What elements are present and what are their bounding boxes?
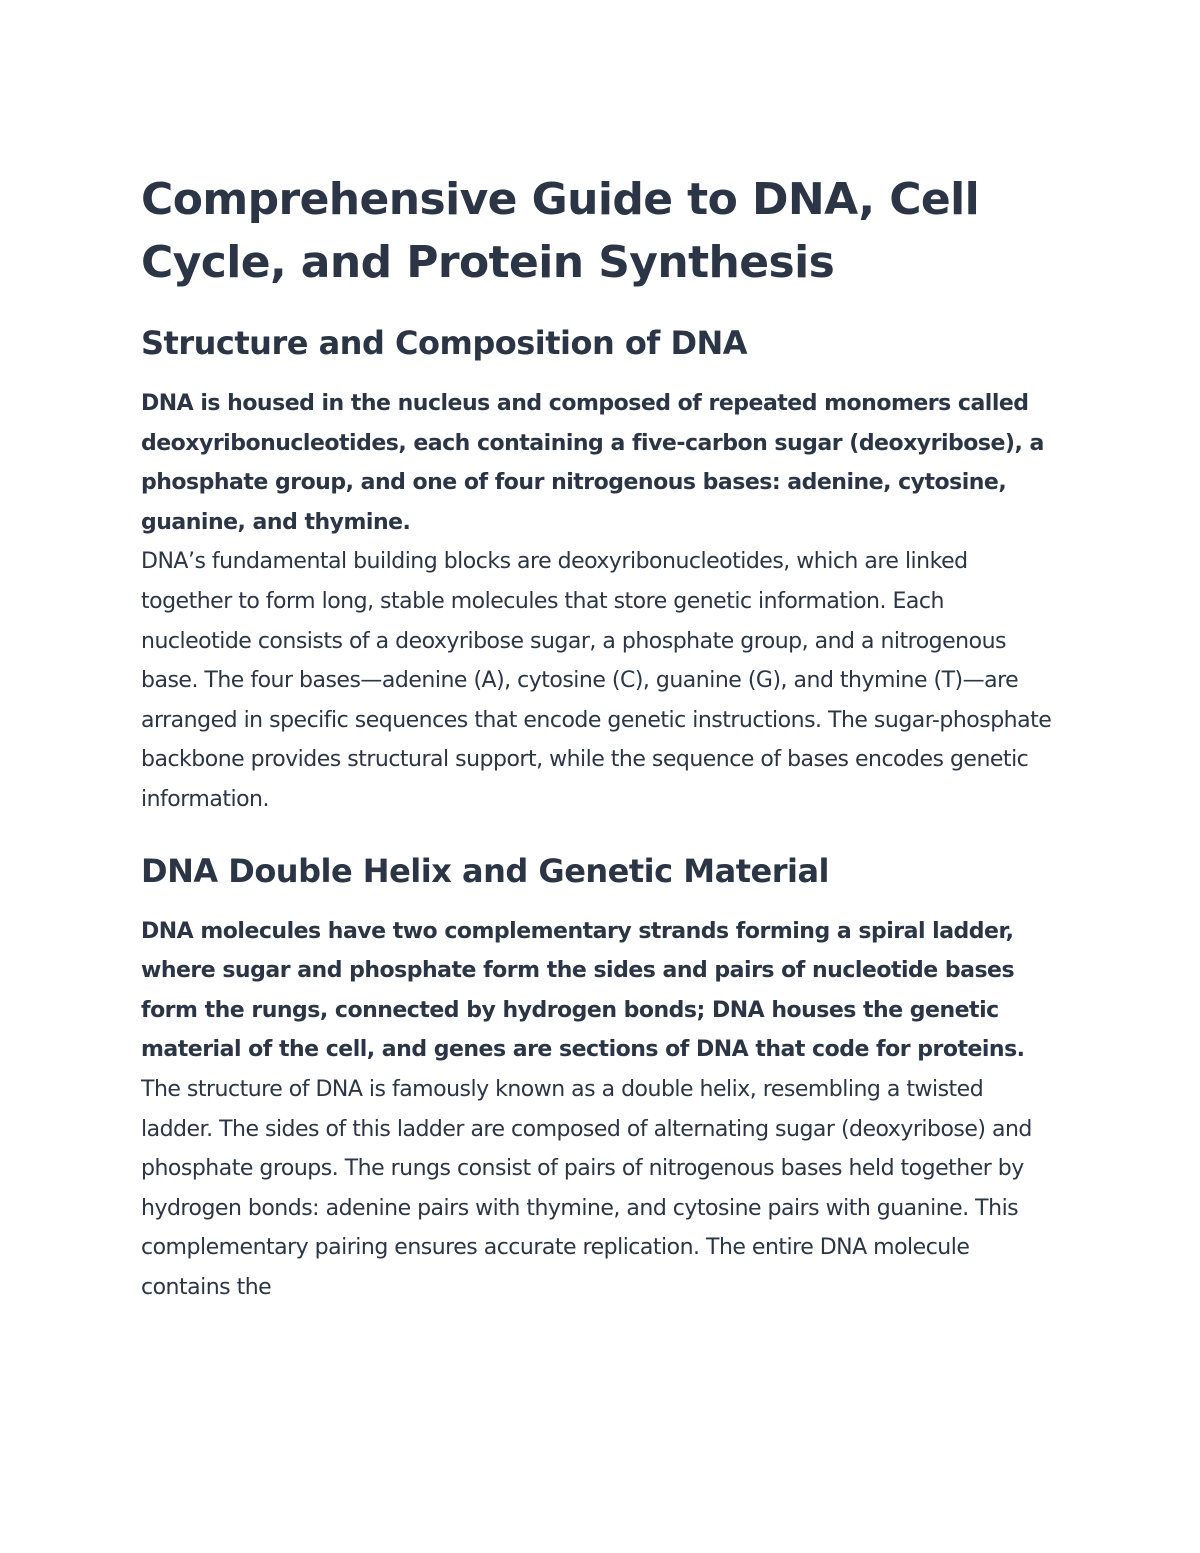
document-title: Comprehensive Guide to DNA, Cell Cycle, and Protein Synthesis (141, 174, 980, 288)
section-heading-double-helix: DNA Double Helix and Genetic Material (141, 851, 829, 890)
section-body-dna-structure: DNA’s fundamental building blocks are deoxyribonucleotides, which are linked together to form long, stable molecules that store genetic information. Each nucleotide consists of a deoxyribose sugar, a phosphate group, and a nitrogenous base. The four bases—adenine (A), cytosine (C), guanine (G), and thymine (T)—are arranged in specific sequences that encode genetic instructions. The sugar-phosphate backbone provides structural support, while the sequence of bases encodes genetic information. (141, 549, 1052, 812)
section-summary-double-helix: DNA molecules have two complementary strands forming a spiral ladder, where sugar and phosphate form the sides and pairs of nucleotide bases form the rungs, connected by hydrogen bonds; DNA houses the genetic material of the cell, and genes are sections of DNA that code for proteins. (141, 918, 1025, 1063)
document-page (141, 168, 1056, 1307)
section-heading-dna-structure: Structure and Composition of DNA (141, 324, 748, 362)
section-summary-dna-structure: DNA is housed in the nucleus and composed of repeated monomers called deoxyribonucleotides, each containing a five-carbon sugar (deoxyribose), a phosphate group, and one of four nitrogenous bases: adenine, cytosine, guanine, and thymine. (141, 391, 1044, 535)
section-body-double-helix: The structure of DNA is famously known as a double helix, resembling a twisted ladder. The sides of this ladder are composed of alternating sugar (deoxyribose) and phosphate groups. The rungs consist of pairs of nitrogenous bases held together by hydrogen bonds: adenine pairs with thymine, and cytosine pairs with guanine. This complementary pairing ensures accurate replication. The entire DNA molecule contains the (141, 1076, 1032, 1300)
